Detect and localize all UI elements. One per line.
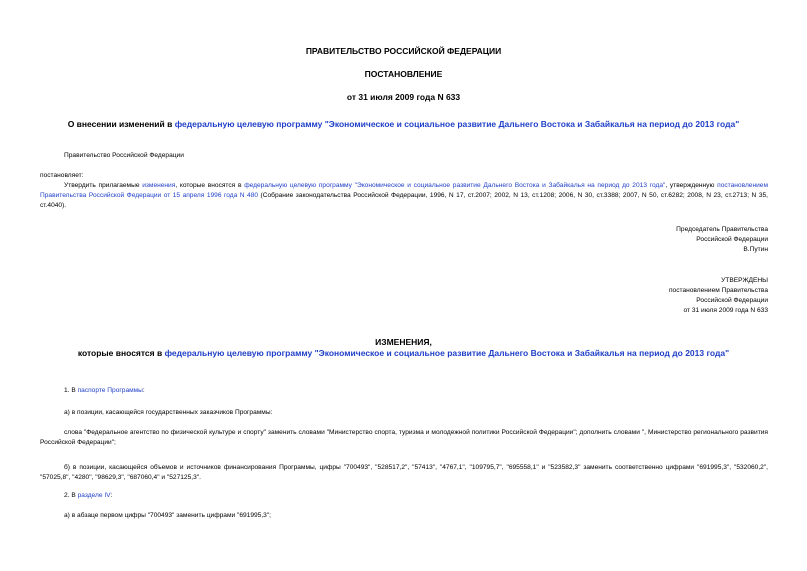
signature-name: В.Путин	[743, 246, 768, 253]
item-1-suffix: :	[142, 387, 145, 394]
resolution-paragraph	[40, 181, 768, 210]
changes-heading: ИЗМЕНЕНИЯ,	[375, 337, 432, 347]
changes-subheading	[40, 348, 767, 359]
item-2-suffix: :	[110, 492, 113, 499]
para1-text-3: , утвержденную	[665, 182, 718, 189]
signature-government: Российской Федерации	[696, 236, 768, 243]
program-passport-link[interactable]: паспорте Программы	[77, 387, 143, 394]
para1-text-1: Утвердить прилагаемые	[64, 182, 143, 189]
item-1a: а) в позиции, касающейся государственных заказчиков Программы:	[64, 409, 273, 416]
resolution-480-link[interactable]: постановлением Правительства Российской Федерации от 15 апреля 1996 года N 480	[40, 182, 768, 199]
item-2-prefix: 2. В	[64, 492, 78, 499]
item-1-prefix: 1. В	[64, 387, 78, 394]
changes-sub-prefix: которые вносятся в	[77, 348, 165, 358]
approved-date: от 31 июля 2009 года N 633	[683, 307, 768, 314]
program-link[interactable]: федеральную целевую программу "Экономическое и социальное развитие Дальнего Востока и Забайкалья на период до 2013 года"	[244, 182, 666, 189]
document-title	[40, 119, 767, 130]
title-prefix: О внесении изменений в	[67, 119, 175, 129]
item-1a-text: слова "Федеральное агентство по физической культуре и спорту" заменить словами "Министерство спорта, туризма и молодежной политики Российской Федерации"; дополнить словами ", Министерство регионального развития Российской Федерации";	[40, 429, 768, 446]
approved-label: УТВЕРЖДЕНЫ	[721, 277, 768, 284]
signature-block	[676, 225, 768, 255]
item-2a: а) в абзаце первом цифры "700493" заменить цифрами "691995,3";	[64, 512, 272, 519]
approved-government: Российской Федерации	[696, 297, 768, 304]
government-heading: ПРАВИТЕЛЬСТВО РОССИЙСКОЙ ФЕДЕРАЦИИ	[305, 46, 502, 56]
para1-text-2: , которые вносятся в	[175, 182, 245, 189]
item-1	[64, 386, 145, 396]
approved-by: постановлением Правительства	[668, 287, 768, 294]
item-1b: б) в позиции, касающейся объемов и источников финансирования Программы, цифры "700493", "528517,2", "57413", "4767,1", "109795,7", "695558,1" и "523582,3" заменить соответственно цифрами "691995,3", "532060,2", "57025,8", "4280", "98629,3", "687060,4" и "527125,3".	[40, 464, 768, 481]
intro-text: Правительство Российской Федерации	[64, 152, 184, 159]
para1-text-4: (Собрание законодательства Российской Федерации, 1996, N 17, ст.2007; 2002, N 13, ст.1208; 2006, N 30, ст.3388; 2007, N 50, ст.6282; 2008, N 23, ст.2713; N 35, ст.4040).	[40, 191, 768, 209]
document-type: ПОСТАНОВЛЕНИЕ	[364, 69, 443, 79]
document-date: от 31 июля 2009 года N 633	[346, 92, 461, 102]
signature-position: Председатель Правительства	[676, 226, 768, 233]
changes-program-link[interactable]: федеральную целевую программу "Экономическое и социальное развитие Дальнего Востока и Забайкалья на период до 2013 года"	[164, 348, 730, 358]
item-2	[64, 491, 112, 501]
changes-link[interactable]: изменения	[142, 182, 176, 189]
title-program-link[interactable]: федеральную целевую программу "Экономическое и социальное развитие Дальнего Востока и Забайкалья на период до 2013 года"	[174, 119, 740, 129]
section-iv-link[interactable]: разделе IV	[77, 492, 111, 499]
approved-block	[669, 276, 768, 316]
resolves-text: постановляет:	[40, 172, 84, 179]
